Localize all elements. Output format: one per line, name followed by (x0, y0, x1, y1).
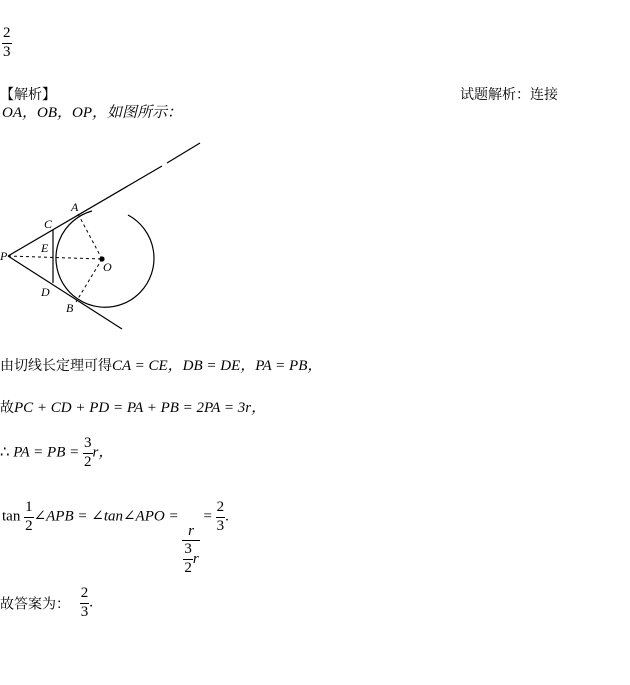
final-num: 2 (80, 585, 89, 601)
radius-ob (76, 259, 102, 302)
label-p: P (0, 249, 8, 263)
step-tangent-theorem (0, 354, 322, 375)
angle-expression: ∠APB = ∠tan∠APO = (33, 508, 179, 525)
label-d: D (41, 285, 50, 299)
label-a: A (71, 200, 79, 214)
half-den: 2 (25, 517, 33, 534)
top-answer-numerator: 2 (3, 25, 11, 41)
connect-line-text: OA，OB，OP，如图所示： (2, 105, 182, 121)
final-fraction (80, 586, 90, 621)
ratio-fraction (182, 524, 199, 577)
inner-r: r (192, 550, 199, 567)
label-b: B (66, 301, 74, 315)
tan-label: tan (2, 508, 21, 525)
final-end: . (89, 594, 93, 611)
final-den: 3 (80, 603, 89, 620)
step3-lhs: PA = PB = (13, 444, 80, 461)
top-answer-denominator: 3 (3, 43, 11, 60)
label-o: O (103, 260, 112, 274)
final-answer (0, 586, 93, 621)
step2-prefix: 故 (0, 400, 14, 416)
step-perimeter (0, 396, 266, 417)
step4-end: . (225, 508, 229, 525)
result-fraction (216, 500, 226, 535)
tangent-pa-ext (167, 143, 200, 163)
inner-fraction (183, 542, 193, 577)
analysis-label: 【解析】 (0, 87, 56, 103)
therefore-symbol: ∴ (0, 444, 10, 461)
analysis-intro: 试题解析：连接 (460, 87, 558, 103)
step3-tail: r， (92, 444, 114, 461)
step-tangent-value (2, 500, 229, 577)
ratio-num: r (188, 522, 194, 539)
result-den: 3 (216, 517, 225, 534)
geometry-figure (0, 135, 210, 335)
inner-den: 2 (184, 560, 192, 577)
half-fraction (24, 500, 34, 535)
result-num: 2 (216, 499, 225, 515)
half-num: 1 (25, 499, 33, 515)
top-answer-fraction (2, 26, 12, 61)
step3-fraction (83, 436, 93, 471)
label-e: E (41, 241, 49, 255)
equals-sign: = (203, 508, 212, 525)
step2-math: PC + CD + PD = PA + PB = 2PA = 3r， (14, 400, 267, 416)
segment-op (8, 256, 102, 259)
inner-num: 3 (184, 541, 192, 558)
step1-math: CA = CE，DB = DE，PA = PB， (112, 358, 323, 374)
ratio-den (182, 542, 199, 577)
step3-den: 2 (84, 453, 92, 470)
tangent-pa (8, 166, 162, 256)
step3-num: 3 (84, 435, 92, 451)
step1-prefix: 由切线长定理可得 (0, 358, 112, 374)
label-c: C (44, 217, 53, 231)
connect-line (2, 101, 182, 122)
radius-oa (77, 212, 102, 259)
final-label: 故答案为： (0, 596, 70, 613)
step-pa-value (0, 436, 113, 471)
